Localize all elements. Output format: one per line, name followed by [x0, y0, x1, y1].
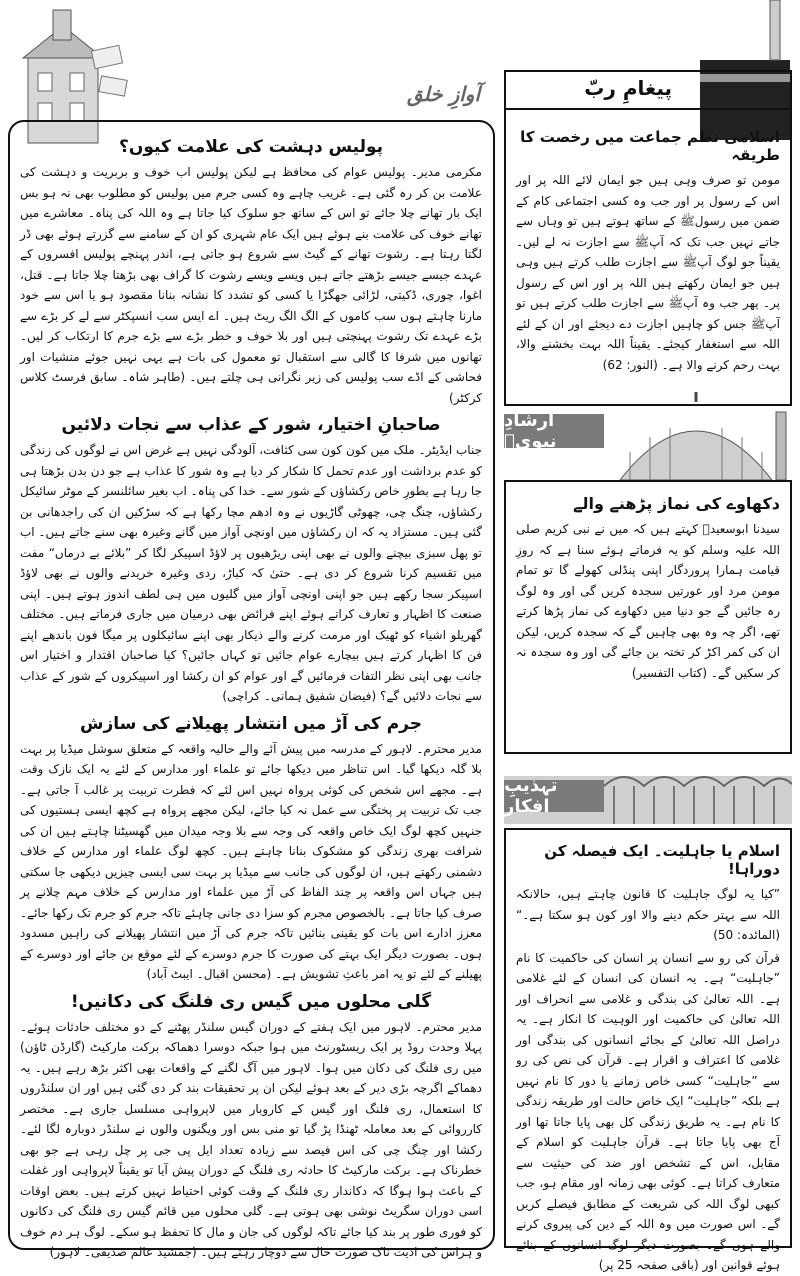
letter-item [20, 414, 482, 707]
afkar-body: قرآن کی رو سے انسان پر انسان کی حاکمیت کا نام ”جاہلیت“ ہے۔ یہ انسان کی انسان کے لئے غلامی ہے۔ اللہ تعالیٰ کی بندگی و غلامی سے انحراف اور اللہ تعالیٰ کی حاکمیت اور الوہیت کا انکار ہے۔ یہ دراصل اللہ تعالیٰ کے بجائے انسانوں کی بندگی اور غلامی کا اعتراف و اقرار ہے۔ قرآن کی نص کی رو سے ”جاہلیت“ کسی خاص زمانے یا دور کا نام نہیں ہے بلکہ ”جاہلیت“ ایک خاص حالت اور طریقہ زندگی کا نام ہے۔ یہ طریق زندگی کل بھی پایا جاتا تھا اور آج بھی پایا جاتا ہے۔ قرآن جاہلیت کو اسلام کے مقابل، اس کے تشخص اور ضد کی حیثیت سے متعارف کراتا ہے۔ کوئی بھی زمانہ اور مقام ہو، جب کبھی لوگ اللہ کی شریعت کے مطابق فیصلے کریں گے۔ اس صورت میں وہ اللہ کے دین کی پیروی کرنے والے ہوں گے۔ بصورت دیگر لوگ انسانوں کے بنائے ہوئے قوانین اور [516, 950, 780, 1272]
letter-title: پولیس دہشت کی علامت کیوں؟ [118, 137, 384, 157]
afkar-heading: اسلام یا جاہلیت۔ ایک فیصلہ کن دوراہا! [544, 842, 780, 878]
afkar-section-title: تہذیبِ افکار [504, 775, 558, 817]
letter-body: مدیر محترم۔ لاہور کے مدرسہ میں پیش آئے والے حالیہ واقعہ کے متعلق سوشل میڈیا پر بہت بلا گلہ دیکھا گیا۔ اس تناظر میں دیکھا جائے تو علماء اور مدارس کے لئے یہ ایک نازک وقت ہے۔ مجھے اس شخص کی کوئی پرواہ نہیں اس لئے کہ فطرت تربیت پر غالب آ جاتی ہے۔ جب تک تربیت پر پختگی سے عمل نہ کیا جائے، لیکن مجھے پرواہ ہے کچھ ایسی ہستیوں کی جنہیں کچھ لوگ ایک خاص واقعہ کی وجہ سے بلا وجہ میدان میں گھسیٹنا چاہتے ہیں ان کی شرافت بھری زندگی کو مشکوک بنانا چاہتے ہیں۔ کچھ لوگ علماء اور مدارس کے خلاف دشمنی رکھتے ہیں، ان لوگوں کی جانب سے میڈیا پر بہت سی ایسی چیزیں دیکھی جا سکتی ہیں جہاں اس واقعہ پر چند الفاظ کی آڑ میں علماء اور مدارس کے خلاف مہم چلانے پر صرف کیا جاتا ہے۔ بالخصوص مجرم کو سزا دی جانی چاہئے تاکہ جرم کو جرم تک رکھا جائے۔ معزز ادارے اس بات کو یقینی بنائیں تاکہ جرم کی آڑ میں انتشار پھیلانے کی راہیں مسدود ہوں۔ بصورت دیگر ایک بہتے کی صورت کا جرم دوسرے کے لئے موقع بن جائے اور دوسرے کے پھیلنے کے لئے تو یہ امر باعثِ تشویش ہے۔ (محسن اقبال۔ ایبٹ آباد) [20, 741, 482, 981]
letter-body: جناب ایڈیٹر۔ ملک میں کون کون سی کثافت، آلودگی نہیں ہے غرض اس نے لوگوں کی زندگی کو عدم برداشت اور عدم تحمل کا شکار کر دیا ہے وہ شور کا عذاب ہے جو دن بدن بڑھتا ہی جا رہا ہے بطورِ خاص رکشاؤں کے شور سے۔ خدا کی پناہ۔ اب بغیر سائلنسر کے موٹر سائیکل رکشاؤں، چنگ چی، چھوٹی گاڑیوں نے وہ ادھم مچا رکھا ہے کہ سڑکیں ان کی راجدھانی بن گئی ہیں۔ مستزاد یہ کہ ان رکشاؤں میں اونچی آواز میں گانے وغیرہ بھی سنے جاتے ہیں۔ اب تو پھل سبزی بیچنے والوں نے بھی اپنی ریڑھیوں پر لاؤڈ اسپیکر لگا کر ”بلائے بے درماں“ مفت میں تقسیم کرنا شروع کر دی ہے۔ حتیٰ کہ کباڑ، ردی وغیرہ خریدنے والوں نے بھی لاؤڈ اسپیکر سجا رکھے ہیں جو اپنی اونچی آواز میں گلیوں میں ہی لطف اندوز ہوتے ہیں۔ اپنی صنعت کا اظہار و تعارف کراتے ہوئے اپنے فرائض بھی درمیان میں جاری فرماتے ہیں۔ مختلف گھریلو اشیاء کو ٹھیک اور مرمت کرنے والے ذیکار بھی اپنے سائیکلوں پر میگا فون باندھے اپنے فن کا اظہار کرتے ہیں بیچارے عوام جائیں تو کہاں جائیں؟ کیا صاحبان اقتدار و اختیار اس جانب بھی اپنی نظر التفات فرمائیں گے اور عوام کو ان رکشا اور اسپیکروں کے شور کے عذاب سے نجات دلائیں گے؟ (فیضان شفیق ہمانی۔ کراچی) [20, 443, 482, 703]
quran-box [504, 70, 792, 406]
letter-item [20, 713, 482, 985]
quran-citation: (النور: 62) [602, 357, 658, 372]
letter-title: گلی محلوں میں گیس ری فلنگ کی دکانیں! [70, 991, 432, 1012]
letter-body: مکرمی مدیر۔ پولیس عوام کی محافظ ہے لیکن پولیس اب خوف و بربریت و دہشت کی علامت بن کر رہ گئی ہے۔ غریب چاہے وہ کسی جرم میں پولیس کو مطلوب بھی نہ ہو بس ایک بار تھانے چلا جائے تو اس کے ساتھ جو سلوک کیا جاتا ہے وہ اللہ کی پناہ۔ معاشرے میں تھانے خوف کی علامت بنے ہوئے ہیں ایک عام شہری کو ان کے سامنے سے گزرتے ہوئے بھی ڈر لگتا رہتا ہے۔ رشوت تھانے کے گیٹ سے شروع ہو جاتی ہے، اندر پہنچے پولیس افسروں کے عہدے جیسے جیسے بڑھتے جاتے ہیں ویسے ویسے رشوت کا گراف بھی بڑھتا چلا جاتا ہے۔ قتل، اغوا، چوری، ڈکیتی، لڑائی جھگڑا یا کسی کو تشدد کا نشانہ بنانا مقصود ہو یا اس سے خود مارنا چاہتے ہوں سب کاموں کے الگ الگ ریٹ ہیں۔ اے ایس سب انسپکٹر سے لے کر بڑے سے بڑے عہدے تک رشوت پہنچتی ہیں اور بلا خوف و خطر بڑے سے بڑے جرم کا ارتکاب کر لیں۔ تھانوں میں شرفا کا گالی سے استقبال تو معمول کی بات ہے یہی نہیں جوئے منشیات اور فحاشی کے اڈے سب پولیس کی زیر نگرانی ہی چلتے ہیں۔ (طاہر شاہ۔ سابق فرسٹ کلاس کرکٹر) [20, 165, 482, 405]
letter-item [20, 136, 482, 408]
letters-column [8, 70, 495, 1259]
letters-header [346, 78, 486, 118]
quran-section-title: پیغامِ ربّ [584, 76, 672, 100]
letter-title: جرم کی آڑ میں انتشار پھیلانے کی سازش [79, 713, 423, 734]
quran-text [516, 170, 780, 375]
quran-body: مومن تو صرف وہی ہیں جو ایمان لائے اللہ پر اور اس کے رسول پر اور جب وہ کسی اجتماعی کام کے ضمن میں رسولﷺ کے ساتھ ہوتے ہیں تو وہاں سے جاتے نہیں جب تک کہ آپﷺ سے اجازت نہ لے لیں۔ یقیناً جو لوگ آپﷺ سے اجازت طلب کرتے ہیں وہی ہیں جو ایمان رکھتے ہیں اللہ پر اور اس کے رسول پر۔ پھر جب وہ آپﷺ سے اجازت طلب کرتے ہیں تو آپﷺ جس کو چاہیں اجازت دے دیجئے اور ان کے لئے اللہ سے استغفار کیجئے۔ یقیناً اللہ بہت بخشنے والا، بہت رحم کرنے والا ہے۔ [516, 173, 780, 372]
afkar-box [504, 766, 792, 1272]
hadith-box [504, 410, 792, 754]
letters-list [20, 134, 482, 1269]
afkar-text [516, 948, 780, 1276]
afkar-quote: ”کیا یہ لوگ جاہلیت کا قانون چاہتے ہیں، حالانکہ اللہ سے بہتر حکم دینے والا اور کون ہو سکتا ہے۔“ (المائدہ: 50) [516, 887, 780, 942]
hadith-heading: دکھاوے کی نماز پڑھنے والے [573, 494, 780, 513]
hadith-content [516, 494, 780, 683]
letter-item [20, 991, 482, 1263]
letter-title: صاحبانِ اختیار، شور کے عذاب سے نجات دلائیں [61, 415, 441, 435]
letter-body: مدیر محترم۔ لاہور میں ایک ہفتے کے دوران گیس سلنڈر پھٹنے کے دو مختلف حادثات ہوئے۔ پہلا وحدت روڈ پر ایک ریسٹورنٹ میں ہوا جبکہ دوسرا دھماکہ برکت مارکیٹ (گارڈن ٹاؤن) میں ری فلنگ کی دکان میں ہوا۔ لاہور میں آگ لگنے کے واقعات بھی اکثر بڑھ رہے ہیں۔ یہ دھماکے اگرچہ بڑی دیر کے بعد ہوئے لیکن ان پر تحقیقات بند کر دی گئی ہیں اور ان سلنڈروں کا استعمال، ری فلنگ اور گیس کے کاروبار میں لاپرواہی مسلسل جاری ہے۔ مختصر کارروائی کے بعد معاملہ ٹھنڈا پڑ گیا تو منی بس اور ویگنوں والوں نے سلنڈر دوبارہ لگا لئے۔ رکشا اور چنگ چی کی اس فیصد سے زیادہ تعداد ایل پی جی پر چل رہی ہے جو بھی خطرناک ہے۔ برکت مارکیٹ کا حادثہ ری فلنگ کے دوران پیش آیا تو یقیناً لاپرواہی اور غفلت کے باعث ہوا ہوگا کہ دکاندار ری فلنگ کے وقت کوئی احتیاط نہیں کرتے ہیں۔ بعض اوقات اسی دوران سگریٹ نوشی بھی ہوتی ہے۔ گلی محلوں میں قائم گیس ری فلنگ کی دکانوں کو فوری طور پر بند کیا جائے تاکہ لوگوں کی جان و مال کا تحفظ ہو سکے۔ لوگ ہر دم خوف و ہراس کی اذیت ناک صورت حال سے دوچار رہتے ہیں۔ (جمشید عالم صدیقی۔ لاہور) [20, 1019, 482, 1259]
right-column [504, 70, 792, 1272]
hadith-section-title: ارشادِ نبویؐ [504, 410, 557, 452]
hadith-frame [504, 480, 792, 754]
afkar-label-bar [504, 775, 604, 817]
quran-heading: اسلامی نظم جماعت میں رخصت کا طریقہ [520, 128, 780, 164]
quran-content [516, 128, 780, 375]
mosque-dome-illustration [600, 392, 792, 482]
letters-section-title: آوازِ خلق [406, 82, 480, 106]
continued-note: (باقی صفحہ 25 پر) [598, 1258, 699, 1272]
divider [506, 108, 790, 110]
afkar-content [516, 842, 780, 1276]
hadith-body: سیدنا ابوسعیدؓ کہتے ہیں کہ میں نے نبی کریم صلی اللہ علیہ وسلم کو یہ فرماتے ہوئے سنا ہے کہ روزِ قیامت ہمارا پروردگار اپنی پنڈلی کھولے گا تو تمام مومن مرد اور عورتیں سجدہ کریں گی اور وہ لوگ رہ جائیں گے جو دنیا میں دکھاوے کی نماز پڑھا کرتے تھے، اگر چہ وہ بھی چاہیں گے کہ سجدہ کریں، لیکن ان کی کمر اکڑ کر تختہ بن جائے گی اور وہ سجدہ نہ کر سکیں گے۔ (کتاب التفسیر) [516, 522, 780, 680]
afkar-frame [504, 828, 792, 1272]
hadith-label-bar [504, 410, 604, 452]
